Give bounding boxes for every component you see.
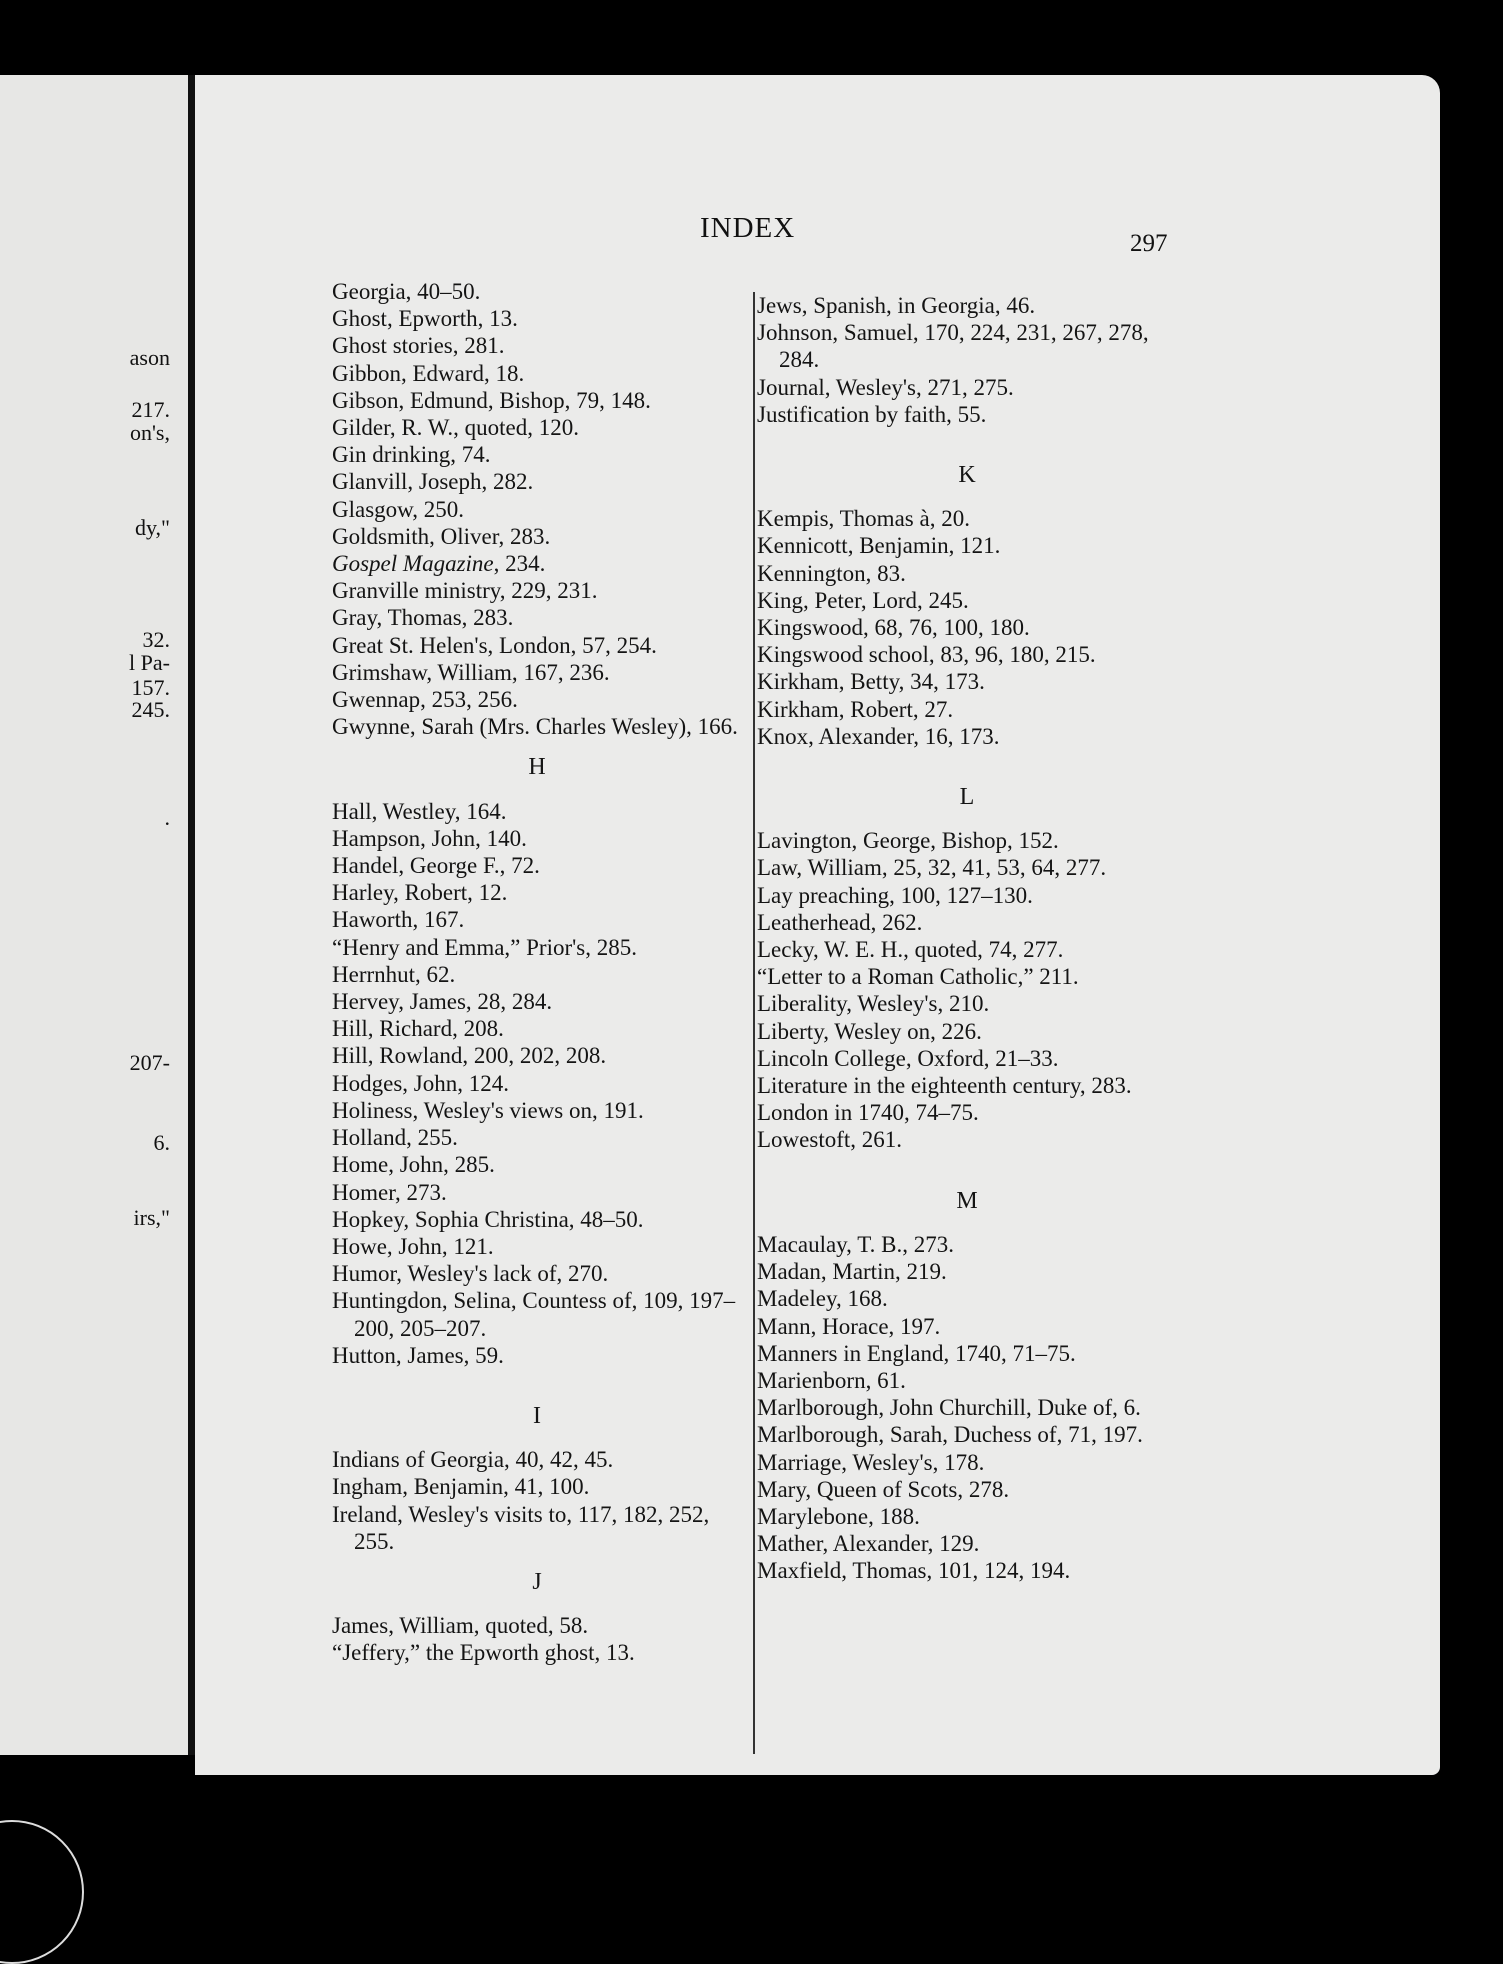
previous-page-text: irs,"	[133, 1205, 170, 1230]
section-letter-heading: H	[528, 754, 546, 781]
index-entry: Holiness, Wesley's views on, 191.	[332, 1097, 644, 1123]
index-entry: Hopkey, Sophia Christina, 48–50.	[332, 1206, 644, 1232]
index-entry: Liberty, Wesley on, 226.	[757, 1018, 982, 1044]
index-entry: Marlborough, Sarah, Duchess of, 71, 197.	[757, 1422, 1143, 1448]
index-entry: Jews, Spanish, in Georgia, 46.	[757, 293, 1036, 318]
index-entry: Gwennap, 253, 256.	[332, 687, 518, 713]
index-entry: Hutton, James, 59.	[332, 1342, 504, 1368]
index-column-left	[332, 278, 742, 1667]
previous-page-text: on's,	[129, 420, 170, 445]
index-entry: Howe, John, 121.	[332, 1233, 494, 1259]
index-entry: Marlborough, John Churchill, Duke of, 6.	[757, 1395, 1141, 1421]
index-entry-pages: , 234.	[493, 551, 546, 577]
index-entry: Madeley, 168.	[757, 1286, 888, 1312]
index-entry: Lavington, George, Bishop, 152.	[757, 828, 1059, 854]
previous-page-text: 245.	[131, 697, 170, 722]
index-entry: Lay preaching, 100, 127–130.	[757, 882, 1033, 908]
index-entry: Gin drinking, 74.	[332, 442, 491, 468]
previous-page-text: 6.	[153, 1130, 170, 1155]
index-entry: Ingham, Benjamin, 41, 100.	[332, 1474, 590, 1500]
section-letter-heading: J	[532, 1568, 542, 1595]
index-entry: Gibson, Edmund, Bishop, 79, 148.	[332, 387, 651, 413]
index-entry: Kingswood, 68, 76, 100, 180.	[757, 615, 1030, 641]
index-entry: Indians of Georgia, 40, 42, 45.	[332, 1447, 614, 1473]
index-entry: Hill, Richard, 208.	[332, 1016, 504, 1042]
previous-page-text: .	[164, 805, 170, 830]
index-entry: Handel, George F., 72.	[332, 853, 540, 879]
index-entry: Kennington, 83.	[757, 560, 906, 586]
index-entry: Gilder, R. W., quoted, 120.	[332, 415, 579, 441]
index-entry: Kennicott, Benjamin, 121.	[757, 533, 1001, 559]
index-entry: Lowestoft, 261.	[757, 1127, 903, 1153]
book-spine	[188, 75, 195, 1755]
index-entry: Glanvill, Joseph, 282.	[332, 469, 534, 495]
index-entry: Leatherhead, 262.	[757, 909, 923, 935]
section-letter-heading: L	[959, 784, 975, 811]
index-entry: Hill, Rowland, 200, 202, 208.	[332, 1043, 607, 1069]
index-entry: Kirkham, Robert, 27.	[757, 696, 954, 722]
index-entry: Madan, Martin, 219.	[757, 1259, 947, 1285]
index-entry: Literature in the eighteenth century, 283.	[757, 1073, 1132, 1099]
index-entry: Goldsmith, Oliver, 283.	[332, 523, 551, 549]
index-entry: Lecky, W. E. H., quoted, 74, 277.	[757, 937, 1064, 963]
section-letter-heading: K	[958, 462, 976, 489]
index-entry: Hall, Westley, 164.	[332, 798, 507, 824]
index-entry	[332, 550, 742, 577]
index-entry: Knox, Alexander, 16, 173.	[757, 723, 1000, 749]
index-entry: Haworth, 167.	[332, 907, 465, 933]
previous-page-text: dy,"	[134, 515, 170, 540]
previous-page-text: ason	[129, 345, 170, 370]
scan-artifact	[0, 1820, 84, 1964]
index-entry: Mary, Queen of Scots, 278.	[757, 1476, 1010, 1502]
index-entry: Justification by faith, 55.	[757, 401, 987, 427]
page-number: 297	[1130, 230, 1168, 257]
index-entry: Home, John, 285.	[332, 1152, 495, 1178]
index-entry: Ghost stories, 281.	[332, 333, 505, 359]
index-entry: Ireland, Wesley's visits to, 117, 182, 252, 255.	[332, 1501, 710, 1554]
index-column-right	[757, 292, 1177, 1585]
index-entry: “Jeffery,” the Epworth ghost, 13.	[332, 1640, 635, 1666]
index-entry: Granville ministry, 229, 231.	[332, 578, 598, 604]
index-entry: “Letter to a Roman Catholic,” 211.	[757, 964, 1079, 990]
index-entry: Glasgow, 250.	[332, 496, 465, 522]
previous-page-fragment	[0, 75, 188, 1755]
index-entry: Liberality, Wesley's, 210.	[757, 991, 990, 1017]
previous-page-text: l Pa-	[129, 650, 170, 675]
index-entry: Mather, Alexander, 129.	[757, 1531, 980, 1557]
page-title: INDEX	[700, 212, 796, 244]
index-entry: Macaulay, T. B., 273.	[757, 1231, 954, 1257]
index-entry: Johnson, Samuel, 170, 224, 231, 267, 278, 284.	[757, 320, 1149, 373]
section-letter-heading: I	[533, 1402, 541, 1429]
index-entry: Kingswood school, 83, 96, 180, 215.	[757, 642, 1096, 668]
index-entry: Harley, Robert, 12.	[332, 880, 508, 906]
index-entry: Georgia, 40–50.	[332, 279, 481, 304]
index-entry: Hampson, John, 140.	[332, 825, 527, 851]
index-entry: Grimshaw, William, 167, 236.	[332, 659, 610, 685]
column-divider	[753, 292, 755, 1754]
index-entry: Kirkham, Betty, 34, 173.	[757, 669, 985, 695]
previous-page-text: 157.	[131, 675, 170, 700]
previous-page-text: 32.	[142, 627, 170, 652]
index-entry: Marylebone, 188.	[757, 1503, 920, 1529]
index-entry: Ghost, Epworth, 13.	[332, 306, 518, 332]
index-entry: Huntingdon, Selina, Countess of, 109, 197–200, 205–207.	[332, 1288, 736, 1341]
index-entry-title: Gospel Magazine	[332, 551, 494, 577]
index-entry: Herrnhut, 62.	[332, 961, 456, 987]
index-entry: Journal, Wesley's, 271, 275.	[757, 374, 1014, 400]
index-entry: Maxfield, Thomas, 101, 124, 194.	[757, 1558, 1071, 1584]
index-entry: Marriage, Wesley's, 178.	[757, 1449, 985, 1475]
index-entry: Holland, 255.	[332, 1125, 458, 1151]
index-entry: Hervey, James, 28, 284.	[332, 989, 553, 1015]
index-entry: Gibbon, Edward, 18.	[332, 360, 525, 386]
index-entry: King, Peter, Lord, 245.	[757, 587, 969, 613]
index-entry: Manners in England, 1740, 71–75.	[757, 1340, 1076, 1366]
previous-page-text: 217.	[131, 397, 170, 422]
index-entry: Hodges, John, 124.	[332, 1070, 509, 1096]
previous-page-text: 207-	[129, 1050, 170, 1075]
index-entry: Lincoln College, Oxford, 21–33.	[757, 1045, 1059, 1071]
index-entry: Mann, Horace, 197.	[757, 1313, 941, 1339]
section-letter-heading: M	[956, 1187, 978, 1214]
index-entry: Kempis, Thomas à, 20.	[757, 506, 970, 532]
index-entry: Gwynne, Sarah (Mrs. Charles Wesley), 166.	[332, 714, 738, 740]
index-entry: Humor, Wesley's lack of, 270.	[332, 1261, 609, 1287]
index-entry: London in 1740, 74–75.	[757, 1100, 979, 1126]
index-entry: Law, William, 25, 32, 41, 53, 64, 277.	[757, 855, 1107, 881]
index-entry: Homer, 273.	[332, 1179, 447, 1205]
index-entry: Great St. Helen's, London, 57, 254.	[332, 632, 657, 658]
index-entry: Gray, Thomas, 283.	[332, 605, 514, 631]
index-entry: “Henry and Emma,” Prior's, 285.	[332, 934, 637, 960]
index-entry: Marienborn, 61.	[757, 1367, 906, 1393]
index-entry: James, William, quoted, 58.	[332, 1613, 589, 1639]
